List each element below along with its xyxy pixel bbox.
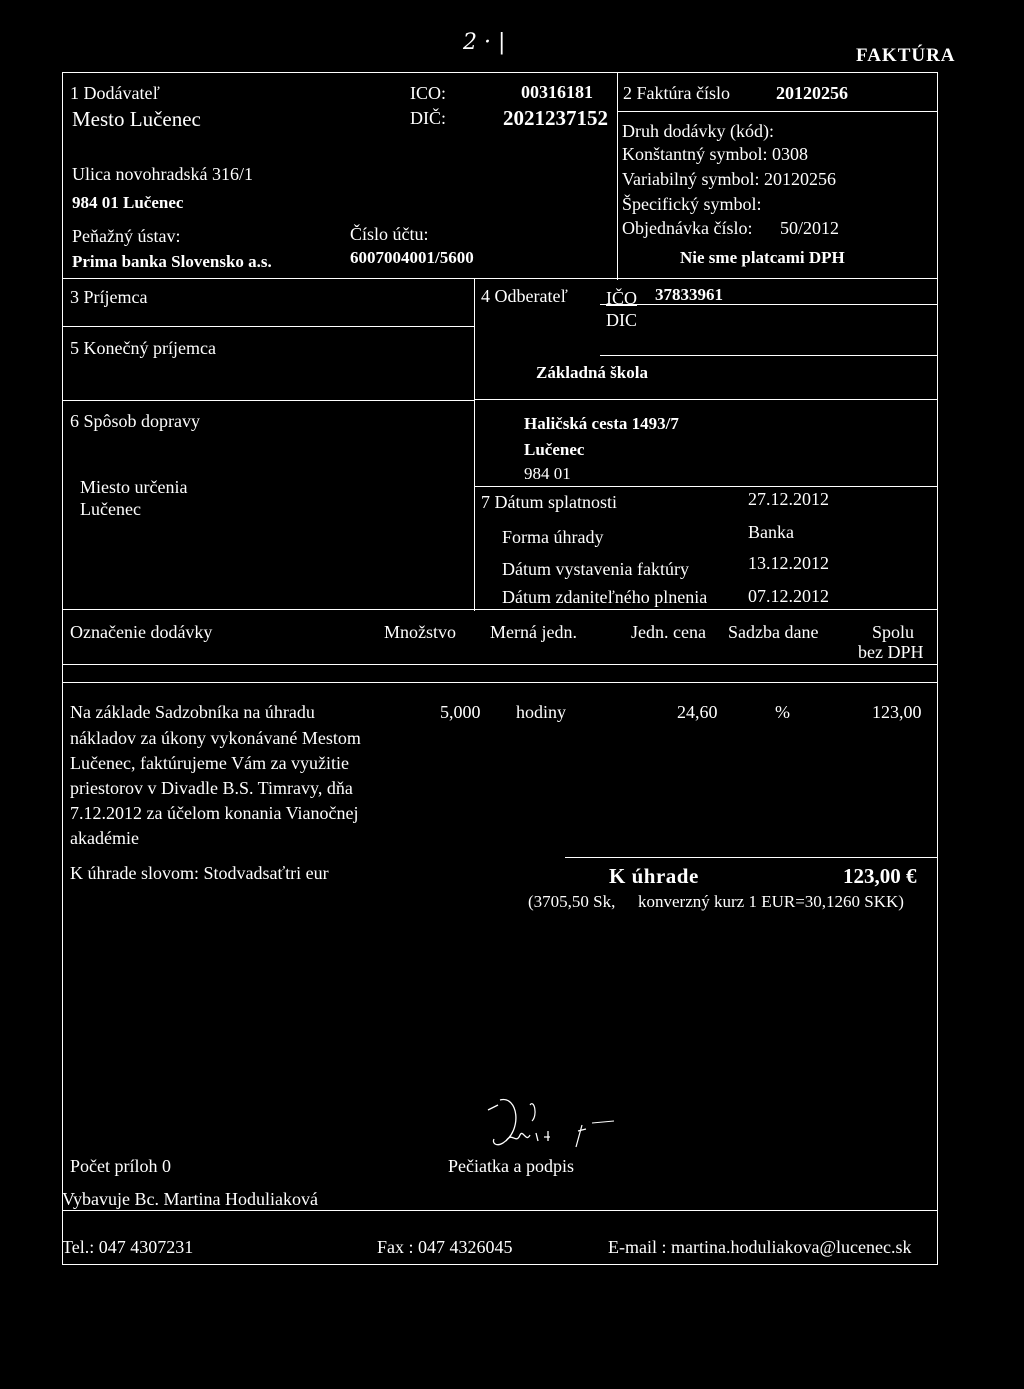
col-header-total-sub: bez DPH [858,642,924,662]
payment-method: Banka [748,522,794,542]
line [62,1210,938,1211]
destination-label: Miesto určenia [80,477,188,497]
col-header-total: Spolu [872,622,915,642]
line [474,486,938,487]
buyer-ico: 37833961 [655,285,723,304]
buyer-zip: 984 01 [524,464,571,483]
due-date: 27.12.2012 [748,489,829,509]
email: E-mail : martina.hoduliakova@lucenec.sk [608,1237,912,1257]
header-divider [617,72,618,280]
due-date-label: 7 Dátum splatnosti [481,492,617,512]
supplier-ico: 00316181 [521,82,593,102]
dic-label: DIČ: [410,108,446,128]
amount-due-label: K úhrade [609,864,699,888]
destination-value: Lučenec [80,499,141,519]
line [62,326,474,327]
invoice-number-label: 2 Faktúra číslo [623,83,730,103]
bank-label: Peňažný ústav: [72,226,181,246]
row-unit: hodiny [516,702,567,722]
payment-label: Forma úhrady [502,527,604,547]
row-description-line: Lučenec, faktúrujeme Vám za využitie [70,753,350,773]
supplier-dic: 2021237152 [503,106,608,130]
signature [478,1095,618,1155]
supplier-name: Mesto Lučenec [72,107,201,131]
col-header-item: Označenie dodávky [70,622,213,642]
line [62,609,938,610]
transport-label: 6 Spôsob dopravy [70,411,200,431]
buyer-ico-label: IČO [606,288,637,308]
line [62,278,938,279]
invoice-number: 20120256 [776,83,848,103]
supplier-city: 984 01 Lučenec [72,193,184,212]
stamp-label: Pečiatka a podpis [448,1156,574,1176]
account-number: 6007004001/5600 [350,248,474,267]
line [62,682,938,683]
row-description-line: 7.12.2012 za účelom konania Vianočnej [70,803,359,823]
final-recipient-label: 5 Konečný príjemca [70,338,216,358]
line [62,664,938,665]
ico-label: ICO: [410,83,446,103]
account-label: Číslo účtu: [350,224,429,244]
line [600,355,938,356]
row-tax: % [775,702,790,722]
row-description-line: priestorov v Divadle B.S. Timravy, dňa [70,778,353,798]
fax: Fax : 047 4326045 [377,1237,513,1257]
row-description-line: akadémie [70,828,139,848]
variable-symbol: Variabilný symbol: 20120256 [622,169,836,189]
issue-date-label: Dátum vystavenia faktúry [502,559,689,579]
amount-in-words: K úhrade slovom: Stodvadsaťtri eur [70,863,329,883]
order-number: 50/2012 [780,218,840,238]
taxable-date-label: Dátum zdaniteľného plnenia [502,587,708,607]
order-label: Objednávka číslo: [622,218,753,238]
issued-by: Vybavuje Bc. Martina Hoduliaková [62,1189,318,1209]
buyer-name: Základná škola [536,363,648,382]
delivery-type: Druh dodávky (kód): [622,121,774,141]
buyer-dic-label: DIC [606,310,637,330]
row-qty: 5,000 [440,702,481,722]
recipient-section-label: 3 Príjemca [70,287,148,307]
constant-symbol: Konštantný symbol: 0308 [622,144,809,164]
line [565,857,938,858]
buyer-section-label: 4 Odberateľ [481,286,568,306]
buyer-street: Haličská cesta 1493/7 [524,414,679,433]
phone: Tel.: 047 4307231 [62,1237,194,1257]
row-total: 123,00 [872,702,922,722]
line [474,278,475,611]
col-header-unit: Merná jedn. [490,622,577,642]
document-title: FAKTÚRA [856,45,956,66]
amount-due: 123,00 € [843,864,917,888]
row-description-line: Na základe Sadzobníka na úhradu [70,702,315,722]
issue-date: 13.12.2012 [748,553,829,573]
line [600,304,938,305]
col-header-tax: Sadzba dane [728,622,819,642]
line [474,399,938,400]
row-price: 24,60 [677,702,718,722]
conversion-sk: (3705,50 Sk, [528,892,616,911]
line [62,400,474,401]
conversion-rate: konverzný kurz 1 EUR=30,1260 SKK) [638,892,904,911]
taxable-date: 07.12.2012 [748,586,829,606]
row-description-line: nákladov za úkony vykonávané Mestom [70,728,361,748]
supplier-section-label: 1 Dodávateľ [70,83,160,103]
handwritten-mark: 2 · | [463,30,506,55]
buyer-city: Lučenec [524,440,585,459]
attachments-count: Počet príloh 0 [70,1156,171,1176]
supplier-street: Ulica novohradská 316/1 [72,164,253,184]
vat-note: Nie sme platcami DPH [680,248,845,267]
col-header-price: Jedn. cena [631,622,706,642]
specific-symbol: Špecifický symbol: [622,194,762,214]
line [617,111,938,112]
col-header-qty: Množstvo [384,622,456,642]
bank-name: Prima banka Slovensko a.s. [72,252,272,271]
